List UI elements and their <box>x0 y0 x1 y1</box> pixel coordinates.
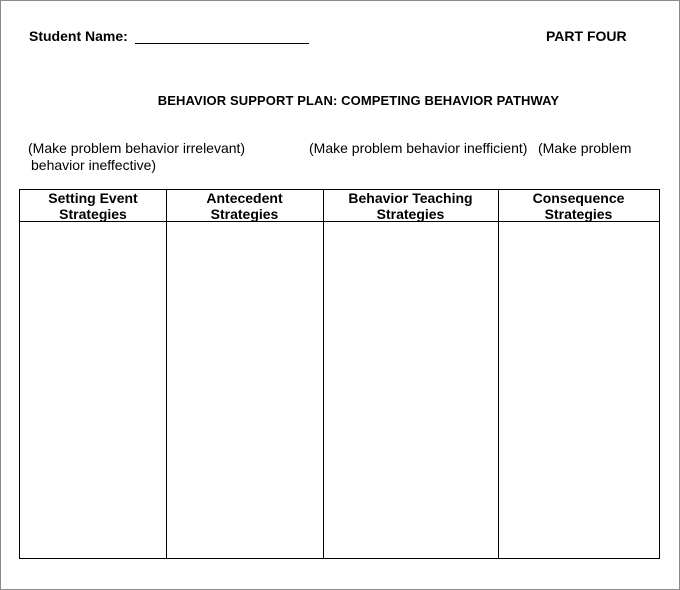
note-irrelevant: (Make problem behavior irrelevant) <box>28 140 246 156</box>
column-antecedent <box>166 190 324 558</box>
part-label: PART FOUR <box>546 28 627 44</box>
note-inefficient: (Make problem behavior inefficient) <box>309 140 528 156</box>
column-header-line2: Strategies <box>59 206 127 222</box>
column-behavior-teaching <box>323 190 499 558</box>
note-ineffective-end: behavior ineffective) <box>31 157 157 173</box>
column-header-line2: Strategies <box>210 206 279 222</box>
column-header <box>323 190 498 222</box>
student-name-label: Student Name: <box>29 28 128 44</box>
column-consequence <box>498 190 659 558</box>
column-header <box>166 190 323 222</box>
column-header-line1: Consequence <box>532 190 625 206</box>
column-header <box>20 190 166 222</box>
column-body-cell[interactable] <box>20 222 166 558</box>
column-header-line2: Strategies <box>544 206 613 222</box>
column-body-cell[interactable] <box>498 222 659 558</box>
note-ineffective-start: (Make problem <box>538 140 632 156</box>
column-header-line1: Setting Event <box>48 190 138 206</box>
column-header-line1: Antecedent <box>206 190 283 206</box>
column-body-cell[interactable] <box>323 222 498 558</box>
plan-title: BEHAVIOR SUPPORT PLAN: COMPETING BEHAVIOR PATHWAY <box>157 93 560 108</box>
column-body-cell[interactable] <box>166 222 323 558</box>
column-setting-event <box>20 190 167 558</box>
column-header-line1: Behavior Teaching <box>348 190 473 206</box>
strategy-table <box>19 189 660 559</box>
student-name-field[interactable] <box>135 43 309 44</box>
column-header <box>498 190 659 222</box>
column-header-line2: Strategies <box>376 206 445 222</box>
